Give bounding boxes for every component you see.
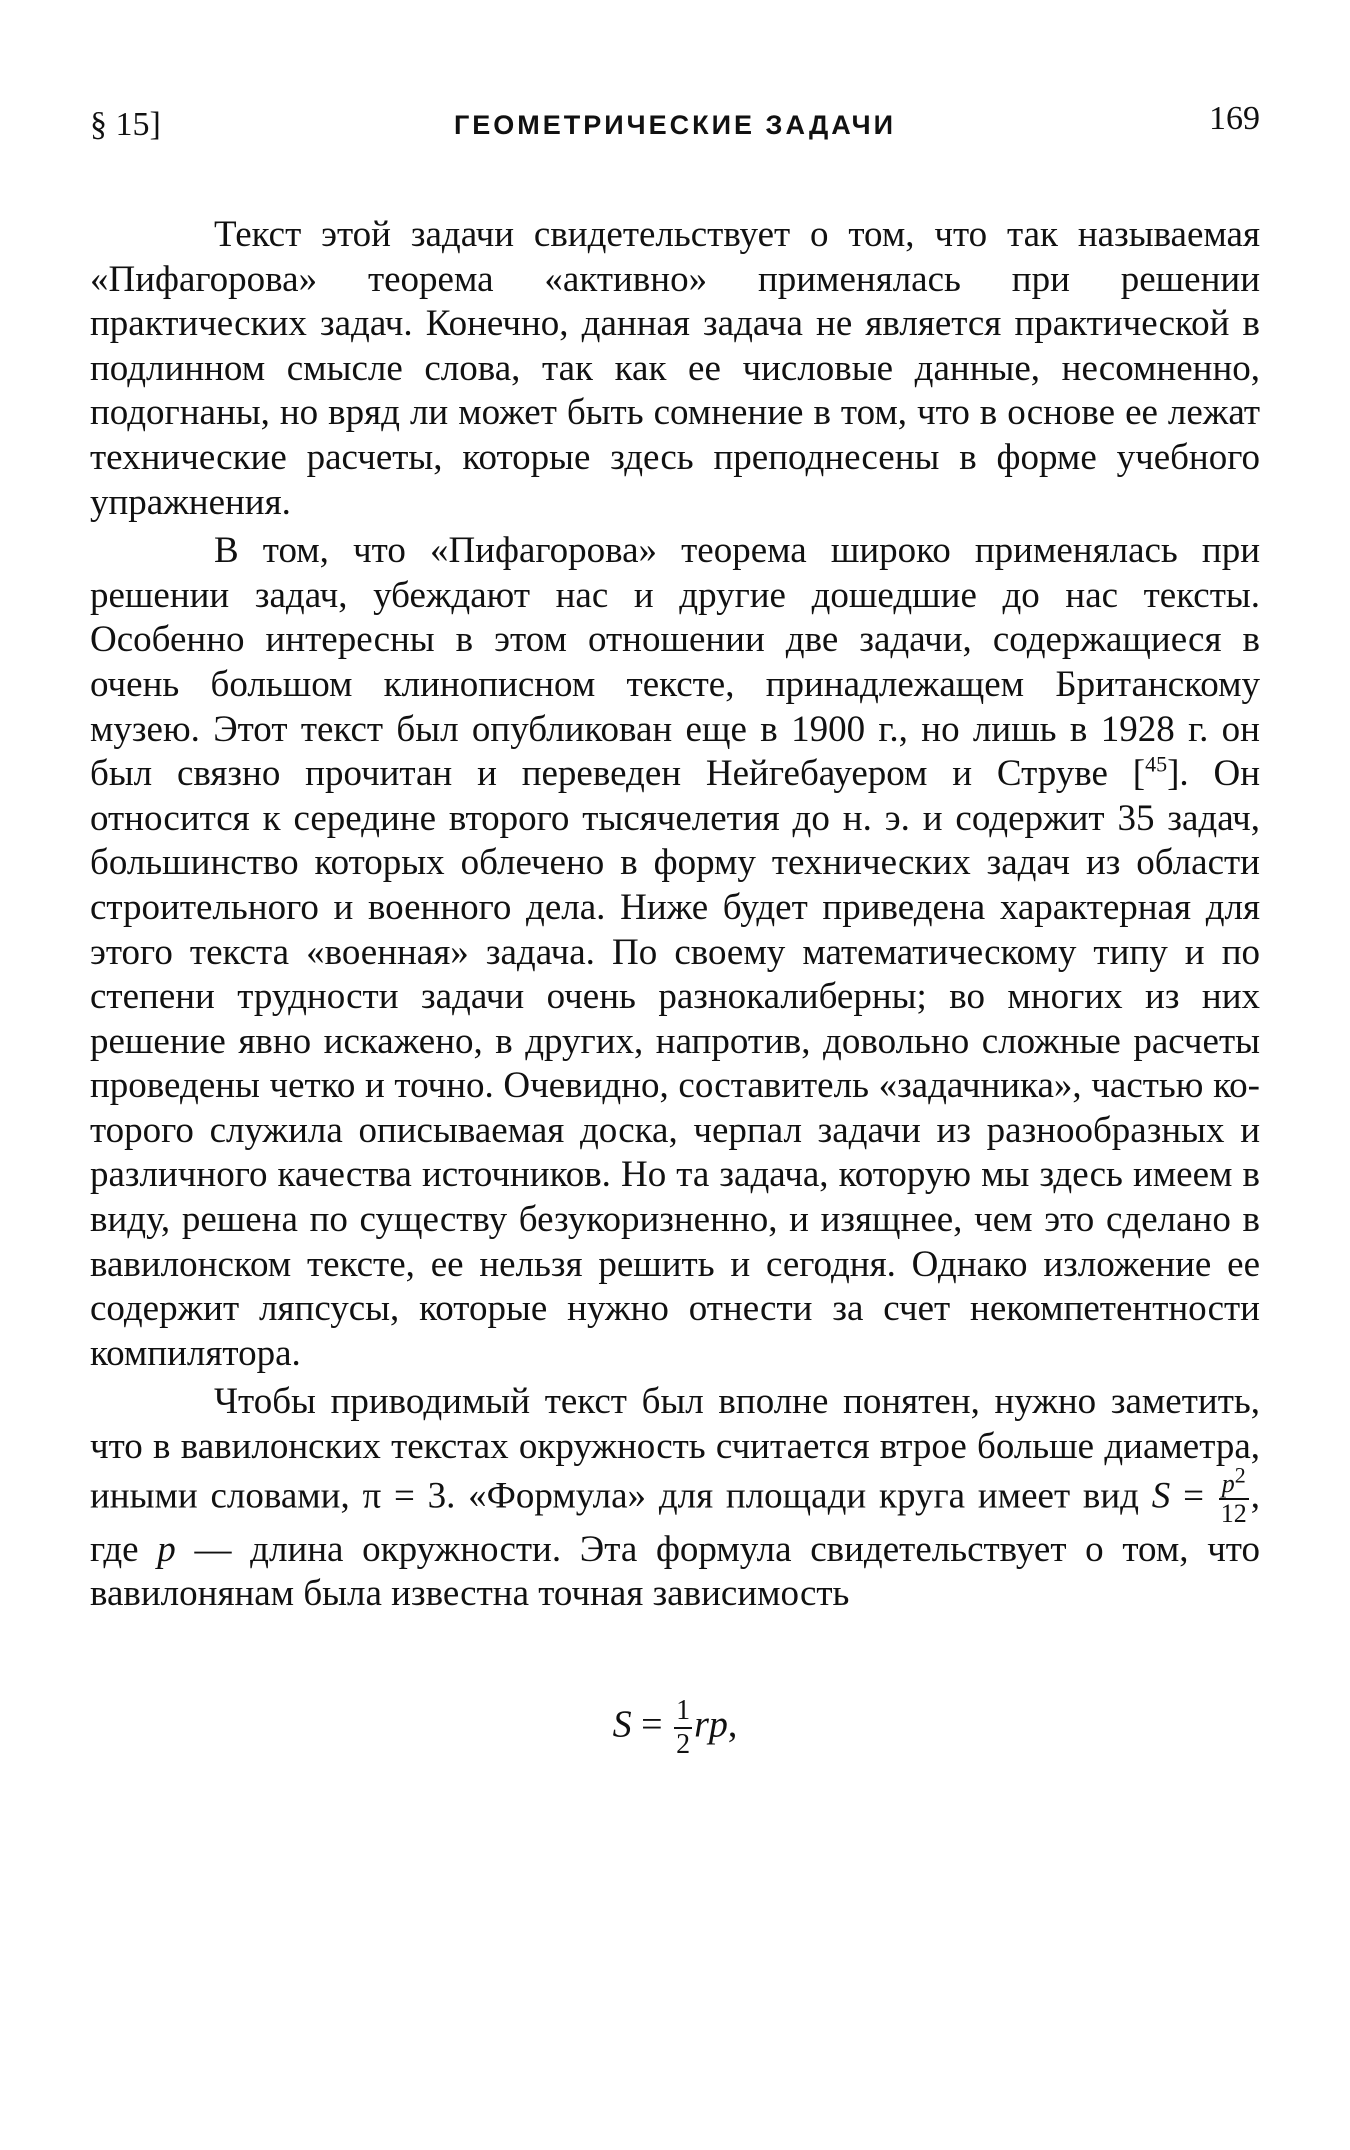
paragraph-3: [90, 1380, 1260, 1616]
inline-formula-lhs: S: [1151, 1475, 1171, 1517]
formula-punct: ,: [727, 1703, 738, 1746]
paragraph-3-text-b: , где: [90, 1475, 1260, 1570]
reference-number: 45: [1145, 751, 1168, 777]
running-head: [90, 95, 1260, 155]
display-formula: [90, 1695, 1260, 1761]
formula-rhs: rp: [694, 1703, 728, 1746]
inline-fraction-denominator: 12: [1220, 1498, 1247, 1528]
page-number: 169: [1209, 100, 1260, 137]
formula-equals: =: [631, 1703, 673, 1746]
body-text: [90, 213, 1260, 1761]
formula-fraction: [674, 1695, 692, 1761]
formula-denominator: 2: [676, 1728, 691, 1760]
numerator-base: p: [1221, 1468, 1235, 1498]
paragraph-2-text-a: В том, что «Пифагорова» теорема широко применялась при решении задач, убеждают нас и другие дошедшие до нас тексты. Особенно интересны в этом отношении две задачи, содержащиеся в очень большом клинописном тексте, принадлежащем Британскому музею. Этот текст был опубликован еще в 1900 г., но лишь в 1928 г. он был связно прочитан и переведен Нейгебауером и Струве [: [90, 530, 1260, 795]
paragraph-2-text-b: ]. Он относится к середине второго тысячелетия до н. э. и содержит 35 задач, большинство которых облечено в форму технических задач из области строительного и военного дела. Ниже будет приведена характерная для этого текста «военная» задача. По своему математическому типу и по степени трудности задачи очень разнокалиберны; во многих из них решение явно искажено, в других, напротив, довольно сложные расчеты проведены четко и точно. Очевидно, составитель «задачника», частью которого служила описываемая доска, черпал задачи из разнообразных и различного качества источников. Но та задача, которую мы здесь имеем в виду, решена по существу безукоризненно, и изящнее, чем это сделано в вавилонском тексте, ее нельзя решить и сегодня. Однако изложение ее содержит ляпсусы, которые нужно отнести за счет некомпетентности компилятора.: [90, 753, 1260, 1374]
paragraph-2: [90, 529, 1260, 1376]
paragraph-1: Текст этой задачи свидетельствует о том, что так называемая «Пифагорова» теорема «активно» применялась при решении практических задач. Конечно, данная задача не является практической в подлинном смысле слова, так как ее числовые данные, несомненно, подогнаны, но вряд ли может быть сомнение в том, что в основе ее лежат технические расчеты, которые здесь преподнесены в форме учебного упражнения.: [90, 214, 1260, 523]
paragraph-3-text-a: Чтобы приводимый текст был вполне понятен, нужно заметить, что в вавилонских текстах окружность считается втрое больше диаметра, иными словами, π = 3. «Формула» для площади круга имеет вид: [90, 1381, 1260, 1517]
chapter-title: ГЕОМЕТРИЧЕСКИЕ ЗАДАЧИ: [453, 110, 897, 140]
inline-fraction-numerator: [1219, 1461, 1249, 1500]
inline-formula-eq: =: [1170, 1475, 1217, 1517]
numerator-exponent: 2: [1234, 1461, 1246, 1487]
section-mark: § 15]: [90, 106, 161, 143]
paragraph-3-text-c: — длина окружности. Эта формула свидетельствует о том, что вавилонянам была известна точная зависимость: [90, 1528, 1260, 1615]
inline-variable-p: p: [157, 1528, 176, 1570]
formula-lhs: S: [612, 1703, 632, 1746]
inline-fraction: [1219, 1461, 1249, 1528]
formula-numerator: 1: [674, 1695, 692, 1729]
book-page: [90, 95, 1260, 2135]
